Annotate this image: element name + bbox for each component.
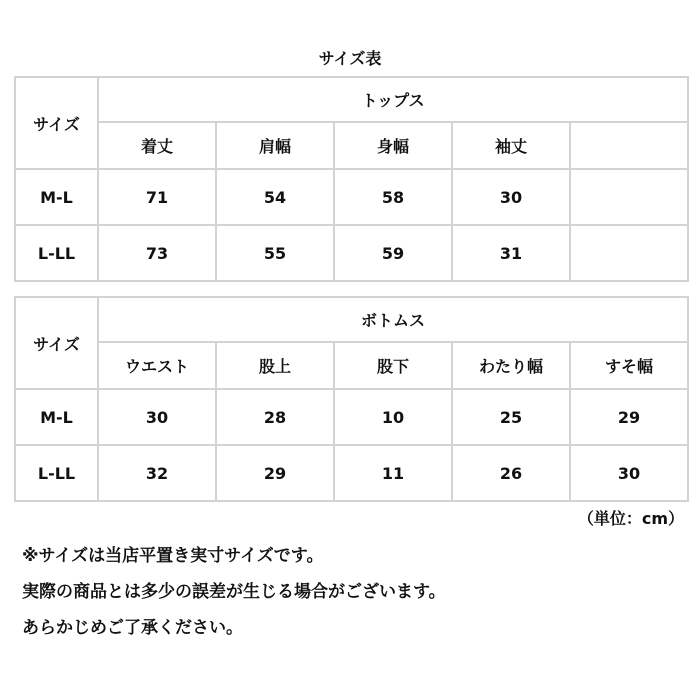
column-header: 股下 bbox=[334, 342, 452, 389]
value-cell: 29 bbox=[570, 389, 688, 445]
column-header: わたり幅 bbox=[452, 342, 570, 389]
tops-group-header: トップス bbox=[98, 77, 688, 122]
value-cell: 28 bbox=[216, 389, 334, 445]
table-row bbox=[15, 445, 688, 501]
column-header: 肩幅 bbox=[216, 122, 334, 169]
size-cell: M-L bbox=[15, 389, 98, 445]
bottoms-group-header: ボトムス bbox=[98, 297, 688, 342]
tops-size-table bbox=[14, 76, 689, 282]
notes bbox=[22, 538, 682, 646]
unit-label: （単位：cm） bbox=[577, 509, 684, 528]
size-cell: L-LL bbox=[15, 445, 98, 501]
note-line: あらかじめご了承ください。 bbox=[22, 618, 243, 638]
column-header: 身幅 bbox=[334, 122, 452, 169]
value-cell: 32 bbox=[98, 445, 216, 501]
column-header: 着丈 bbox=[98, 122, 216, 169]
value-cell: 31 bbox=[452, 225, 570, 281]
value-cell: 59 bbox=[334, 225, 452, 281]
column-header: すそ幅 bbox=[570, 342, 688, 389]
value-cell: 30 bbox=[570, 445, 688, 501]
size-cell: L-LL bbox=[15, 225, 98, 281]
value-cell: 30 bbox=[98, 389, 216, 445]
value-cell: 25 bbox=[452, 389, 570, 445]
column-header: 袖丈 bbox=[452, 122, 570, 169]
table-row bbox=[15, 169, 688, 225]
note-line: ※サイズは当店平置き実寸サイズです。 bbox=[22, 546, 324, 566]
value-cell: 58 bbox=[334, 169, 452, 225]
value-cell: 73 bbox=[98, 225, 216, 281]
value-cell: 54 bbox=[216, 169, 334, 225]
value-cell: 71 bbox=[98, 169, 216, 225]
value-cell: 11 bbox=[334, 445, 452, 501]
column-header-empty bbox=[570, 122, 688, 169]
note-line: 実際の商品とは多少の誤差が生じる場合がございます。 bbox=[22, 582, 446, 602]
column-header: ウエスト bbox=[98, 342, 216, 389]
column-header: 股上 bbox=[216, 342, 334, 389]
value-cell: 55 bbox=[216, 225, 334, 281]
page-title: サイズ表 bbox=[318, 49, 382, 68]
size-header-cell: サイズ bbox=[15, 77, 98, 169]
value-cell: 26 bbox=[452, 445, 570, 501]
size-cell: M-L bbox=[15, 169, 98, 225]
table-row bbox=[15, 225, 688, 281]
value-cell-empty bbox=[570, 169, 688, 225]
value-cell-empty bbox=[570, 225, 688, 281]
bottoms-size-table bbox=[14, 296, 689, 502]
value-cell: 10 bbox=[334, 389, 452, 445]
size-header-cell: サイズ bbox=[15, 297, 98, 389]
value-cell: 29 bbox=[216, 445, 334, 501]
value-cell: 30 bbox=[452, 169, 570, 225]
table-row bbox=[15, 389, 688, 445]
